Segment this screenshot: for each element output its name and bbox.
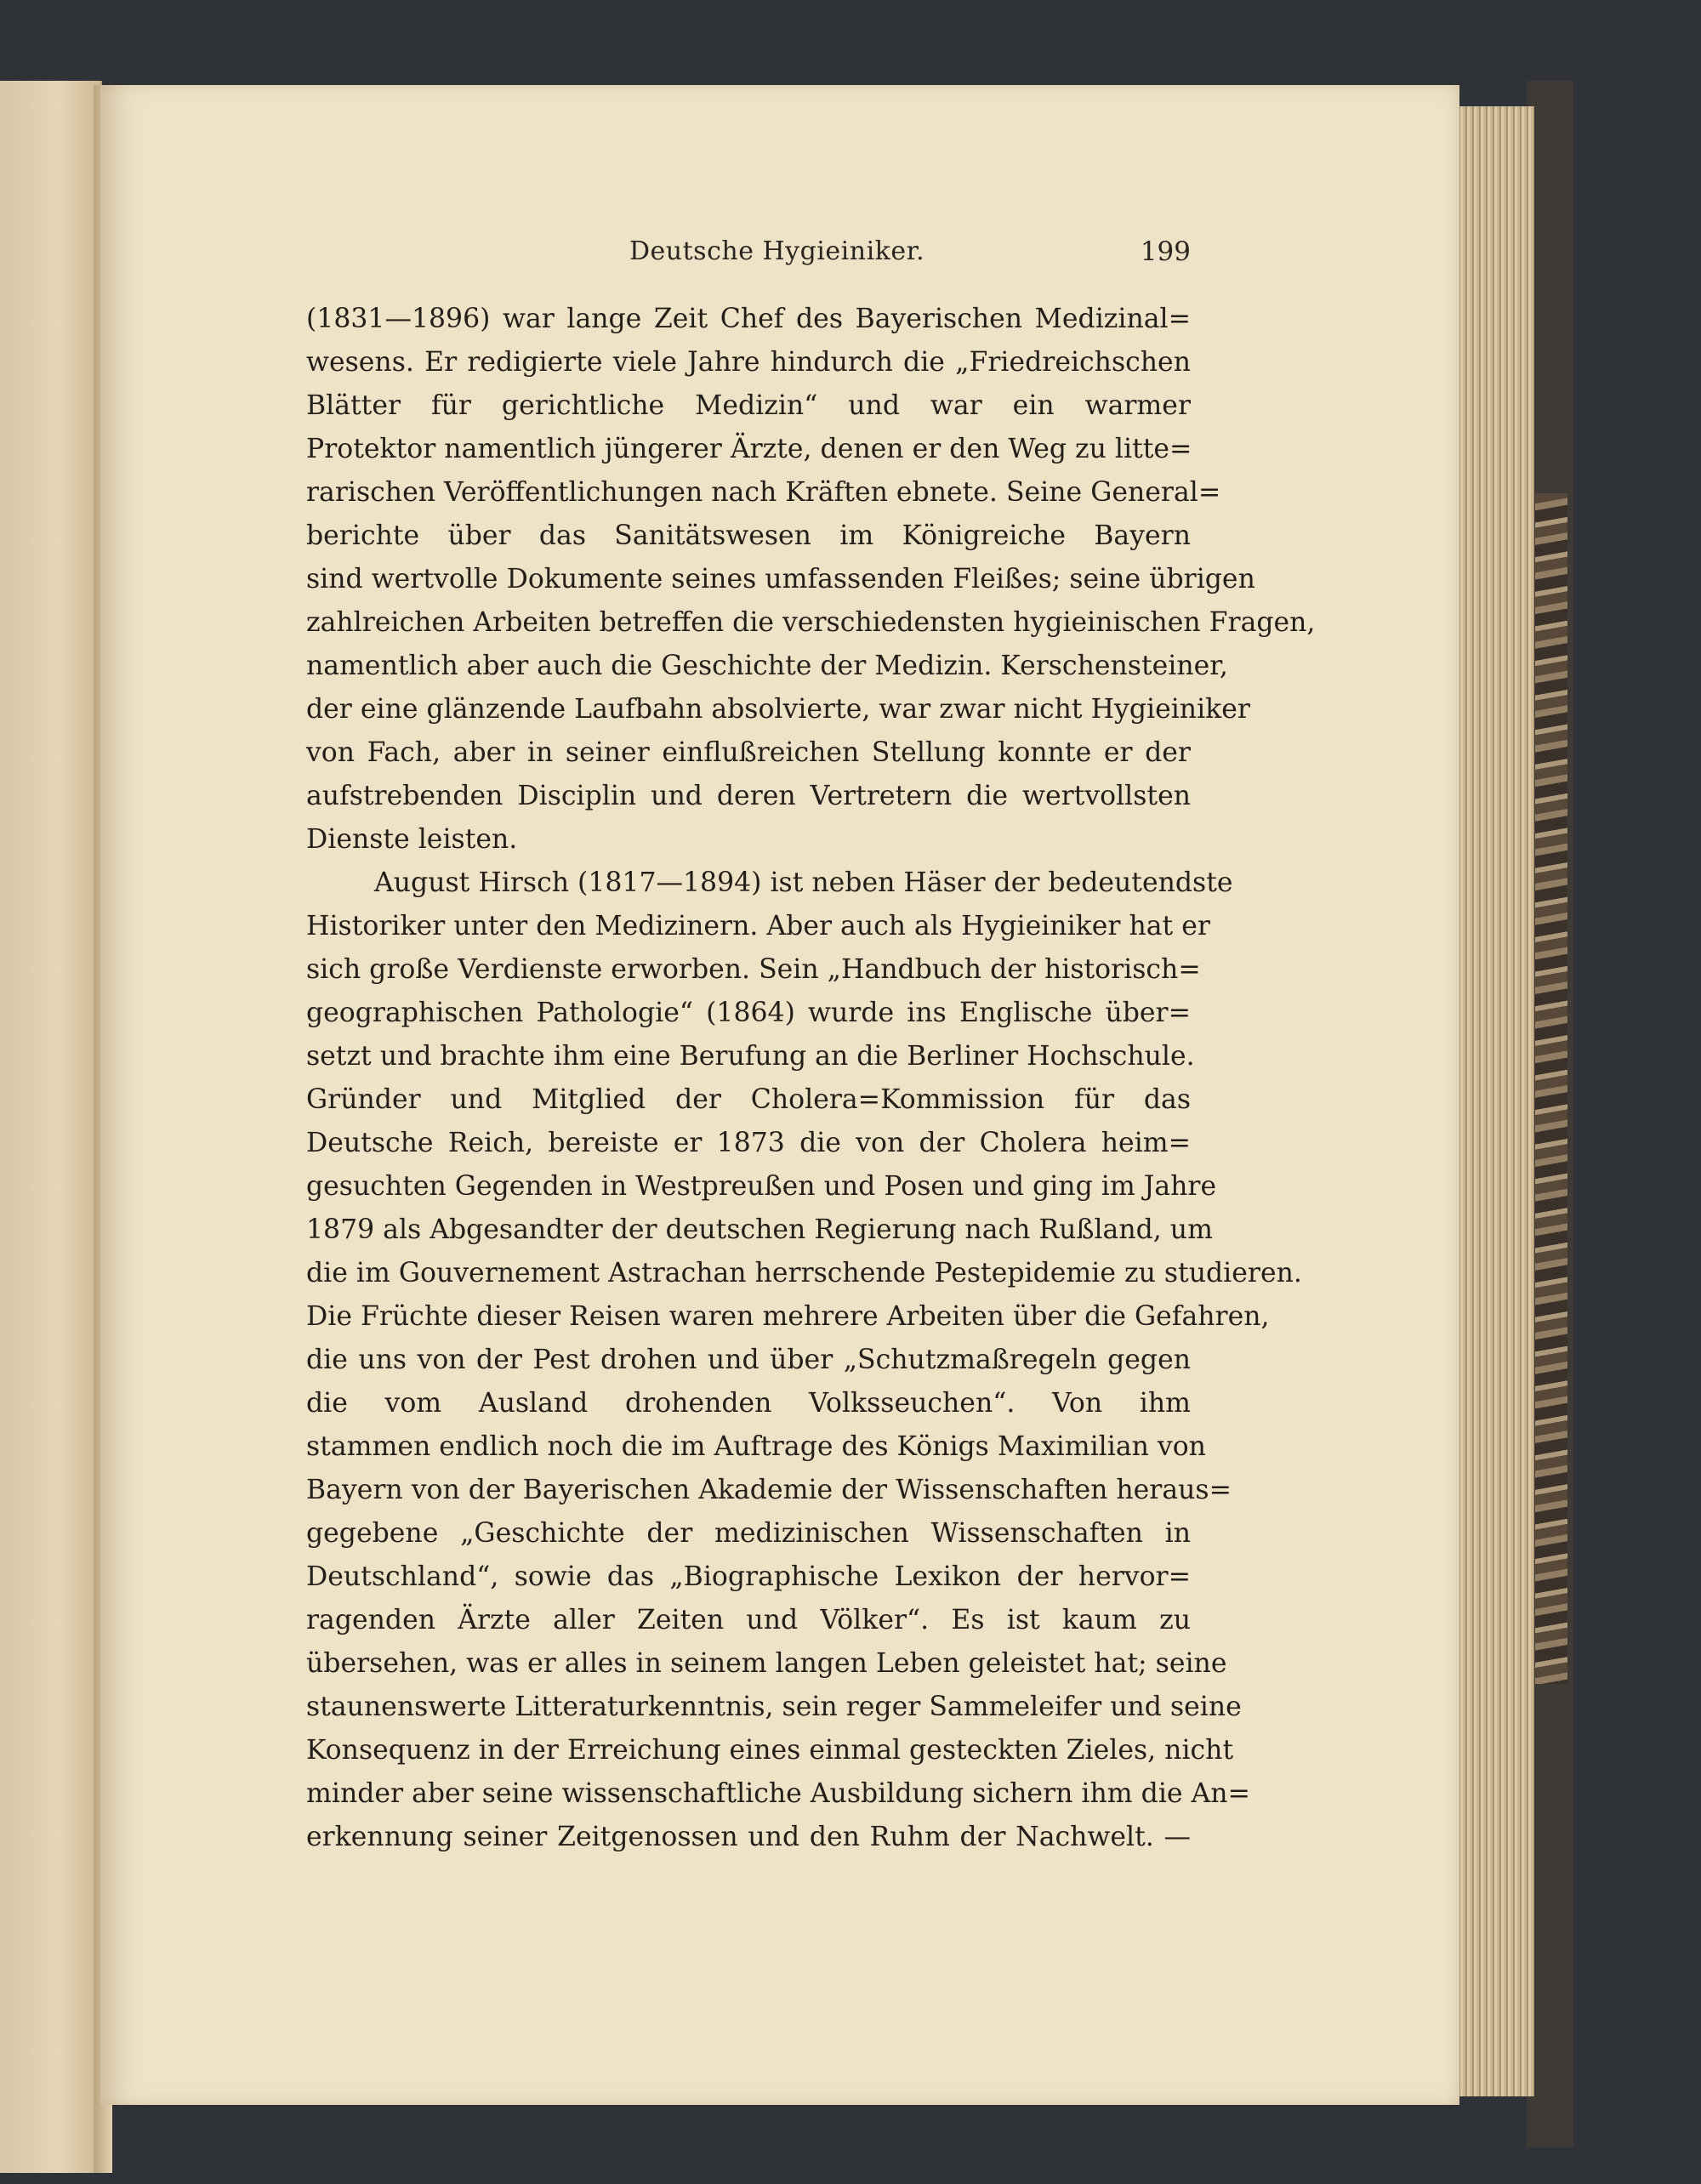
text-line: zahlreichen Arbeiten betreffen die verschiedensten hygieinischen Fragen, <box>306 607 1316 638</box>
text-line: stammen endlich noch die im Auftrage des Königs Maximilian von <box>306 1431 1206 1462</box>
text-line: übersehen, was er alles in seinem langen Leben geleistet hat; seine <box>306 1648 1227 1679</box>
marbled-endpaper <box>1535 493 1567 1684</box>
text-line: setzt und brachte ihm eine Berufung an die Berliner Hochschule. <box>306 1041 1195 1072</box>
page-number: 199 <box>1140 236 1191 267</box>
text-line: Protektor namentlich jüngerer Ärzte, denen er den Weg zu litte= <box>306 434 1192 464</box>
text-line: 1879 als Abgesandter der deutschen Regierung nach Rußland, um <box>306 1214 1213 1245</box>
paragraph-first-line: August Hirsch (1817—1894) ist neben Häser der bedeutendste <box>374 867 1233 898</box>
text-line: Konsequenz in der Erreichung eines einmal gesteckten Zieles, nicht <box>306 1735 1234 1766</box>
text-line: Deutsche Reich, bereiste er 1873 die von der Cholera heim= <box>306 1128 1191 1158</box>
text-line: berichte über das Sanitätswesen im Königreiche Bayern <box>306 520 1191 551</box>
text-line: namentlich aber auch die Geschichte der Medizin. Kerschensteiner, <box>306 651 1228 681</box>
text-line: minder aber seine wissenschaftliche Ausbildung sichern ihm die An= <box>306 1778 1250 1809</box>
text-line: Historiker unter den Medizinern. Aber auch als Hygieiniker hat er <box>306 911 1210 941</box>
text-line: sich große Verdienste erworben. Sein „Handbuch der historisch= <box>306 954 1201 985</box>
text-line: erkennung seiner Zeitgenossen und den Ruhm der Nachwelt. — <box>306 1822 1191 1852</box>
text-line: Dienste leisten. <box>306 824 518 855</box>
text-line: wesens. Er redigierte viele Jahre hindurch die „Friedreichschen <box>306 347 1191 378</box>
text-line: die uns von der Pest drohen und über „Schutzmaßregeln gegen <box>306 1345 1191 1375</box>
text-line: rarischen Veröffentlichungen nach Kräften ebnete. Seine General= <box>306 477 1221 508</box>
text-line: Gründer und Mitglied der Cholera=Kommission für das <box>306 1084 1191 1115</box>
text-line: gegebene „Geschichte der medizinischen Wissenschaften in <box>306 1518 1191 1549</box>
text-line: der eine glänzende Laufbahn absolvierte, war zwar nicht Hygieiniker <box>306 694 1250 725</box>
text-line: die im Gouvernement Astrachan herrschende Pestepidemie zu studieren. <box>306 1258 1302 1288</box>
text-line: die vom Ausland drohenden Volksseuchen“. Von ihm <box>306 1388 1191 1419</box>
text-line: Die Früchte dieser Reisen waren mehrere Arbeiten über die Gefahren, <box>306 1301 1270 1332</box>
text-line: Blätter für gerichtliche Medizin“ und war ein warmer <box>306 390 1191 421</box>
left-page-edge <box>0 81 102 2173</box>
text-line: von Fach, aber in seiner einflußreichen Stellung konnte er der <box>306 737 1191 768</box>
text-line: staunenswerte Litteraturkenntnis, sein reger Sammeleifer und seine <box>306 1692 1242 1722</box>
running-header-title: Deutsche Hygieiniker. <box>629 236 925 266</box>
text-line: aufstrebenden Disciplin und deren Vertretern die wertvollsten <box>306 781 1191 811</box>
body-text <box>306 298 1316 1859</box>
text-line: gesuchten Gegenden in Westpreußen und Posen und ging im Jahre <box>306 1171 1217 1202</box>
text-line: ragenden Ärzte aller Zeiten und Völker“. Es ist kaum zu <box>306 1605 1191 1635</box>
text-line: sind wertvolle Dokumente seines umfassenden Fleißes; seine übrigen <box>306 564 1255 594</box>
text-line: geographischen Pathologie“ (1864) wurde ins Englische über= <box>306 998 1191 1028</box>
text-line: Bayern von der Bayerischen Akademie der Wissenschaften heraus= <box>306 1475 1232 1505</box>
text-line: Deutschland“, sowie das „Biographische Lexikon der hervor= <box>306 1561 1191 1592</box>
page-block-edges <box>1456 106 1534 2096</box>
text-line: (1831—1896) war lange Zeit Chef des Bayerischen Medizinal= <box>306 304 1191 334</box>
running-header <box>306 236 1191 279</box>
